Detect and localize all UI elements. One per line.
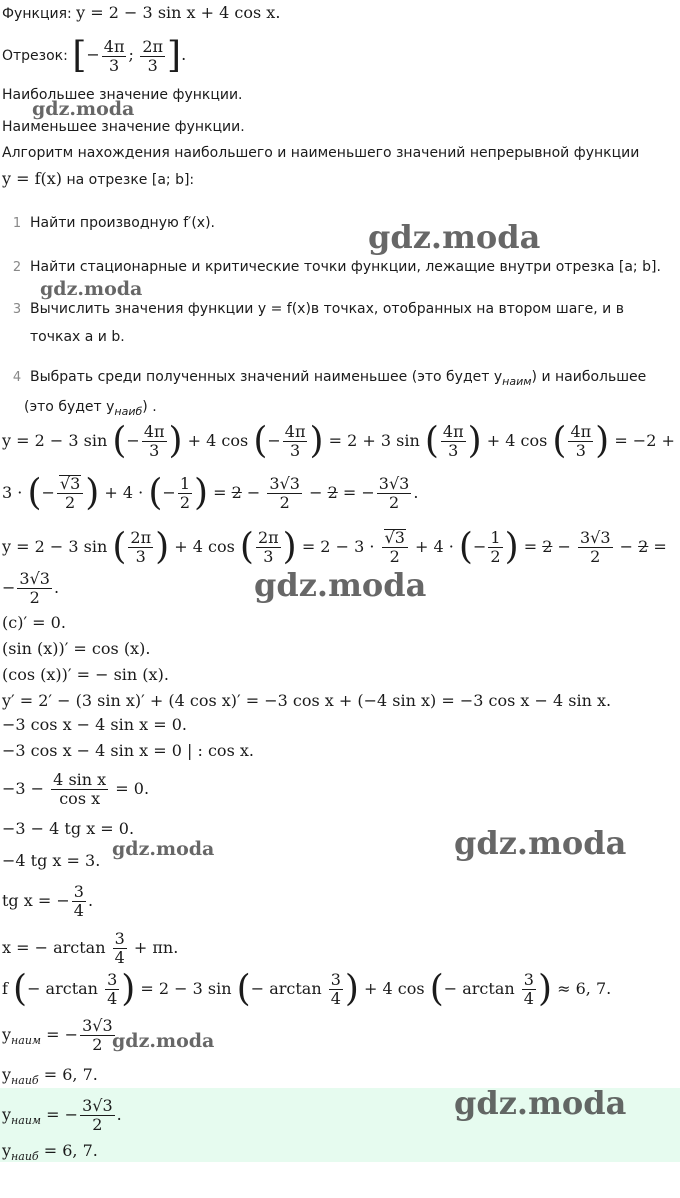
segment-label: Отрезок: bbox=[2, 48, 68, 64]
equation-4: −3 − 4 tg x = 0. bbox=[2, 819, 135, 838]
answer-min: $y_{наим}$ = − $\frac{3√3}{2}$ . bbox=[2, 1096, 122, 1134]
equation-8: f (− arctan $\frac{3}{4}$ ) = 2 − 3 sin (− arctan $\frac{3}{4}$ ) + 4 cos (− arctan $\frac{3}{4}$ ) ≈ 6, 7. bbox=[2, 968, 612, 1010]
equation-3: −3 − $\frac{\text{4 sin x}}{\text{cos x}}$ = 0. bbox=[2, 770, 150, 808]
step-4-cont: (это будет $y_{наиб}$) . bbox=[24, 399, 157, 418]
step-3-cont: точках a и b. bbox=[30, 329, 125, 345]
segment-right: $\frac{2\pi}{3}$ bbox=[142, 36, 164, 75]
function-line bbox=[2, 2, 280, 25]
algorithm-title-2: y = f(x) на отрезке [a; b]: bbox=[2, 169, 195, 188]
equation-2: −3 cos x − 4 sin x = 0 | : cos x. bbox=[2, 741, 254, 760]
step-2: 2 Найти стационарные и критические точки функции, лежащие внутри отрезка [a; b]. bbox=[12, 259, 661, 275]
deriv-y: y′ = 2′ − (3 sin x)′ + (4 cos x)′ = −3 cos x + (−4 sin x) = −3 cos x − 4 sin x. bbox=[2, 691, 612, 710]
algorithm-title: Алгоритм нахождения наибольшего и наименьшего значений непрерывной функции bbox=[2, 145, 640, 161]
segment-left: $\frac{4\pi}{3}$ bbox=[103, 36, 125, 75]
equation-5: −4 tg x = 3. bbox=[2, 851, 101, 870]
equation-7: x = − arctan $\frac{3}{4}$ + πn. bbox=[2, 929, 179, 967]
step-3: 3 Вычислить значения функции y = f(x)в точках, отобранных на втором шаге, и в bbox=[12, 301, 624, 317]
deriv-cos: (cos (x))′ = − sin (x). bbox=[2, 665, 169, 684]
solution-line-3: y = 2 − 3 sin ( $\frac{2\pi}{3}$ ) + 4 cos ( $\frac{2\pi}{3}$ ) = 2 − 3 · $\frac{√3}{2}$ + 4 · (− $\frac{1}{2}$ ) = 2 − $\frac{3√3}{2}$ − 2 = bbox=[2, 526, 667, 568]
solution-line-1: y = 2 − 3 sin (− $\frac{4\pi}{3}$ ) + 4 cos (− $\frac{4\pi}{3}$ ) = 2 + 3 sin ( $\frac{4\pi}{3}$ ) + 4 cos ( $\frac{4\pi}{3}$ ) = −2 + bbox=[2, 420, 675, 462]
deriv-const: (c)′ = 0. bbox=[2, 613, 66, 632]
deriv-sin: (sin (x))′ = cos (x). bbox=[2, 639, 151, 658]
watermark: gdz.moda bbox=[32, 98, 135, 120]
step-4: 4 Выбрать среди полученных значений наименьшее (это будет $y_{наим}$) и наибольшее bbox=[12, 369, 647, 388]
result-max: $y_{наиб} = 6$, 7. bbox=[2, 1065, 98, 1088]
answer-max: $y_{наиб} = 6$, 7. bbox=[2, 1141, 98, 1164]
watermark: gdz.moda bbox=[112, 838, 215, 860]
equation-1: −3 cos x − 4 sin x = 0. bbox=[2, 715, 188, 734]
max-label: Наибольшее значение функции. bbox=[2, 87, 243, 103]
watermark: gdz.moda bbox=[254, 566, 427, 604]
watermark: gdz.moda bbox=[368, 218, 541, 256]
equation-6: tg x = − $\frac{3}{4}$ . bbox=[2, 882, 94, 920]
step-1: 1 Найти производную f′(x). bbox=[12, 215, 215, 231]
function-expr: y = 2 − 3 sin x + 4 cos x. bbox=[76, 3, 281, 22]
min-label: Наименьшее значение функции. bbox=[2, 119, 245, 135]
watermark: gdz.moda bbox=[112, 1030, 215, 1052]
watermark: gdz.moda bbox=[454, 1084, 627, 1122]
solution-line-4: − $\frac{3√3}{2}$ . bbox=[2, 569, 60, 607]
result-min: $y_{наим}$ = − $\frac{3√3}{2}$ bbox=[2, 1016, 113, 1054]
watermark: gdz.moda bbox=[40, 278, 143, 300]
function-label: Функция: bbox=[2, 6, 72, 22]
solution-line-2: 3 · (− $\frac{√3}{2}$ ) + 4 · (− $\frac{1}{2}$ ) = 2 − $\frac{3√3}{2}$ − 2 = − $\frac{3√3}{2}$ . bbox=[2, 472, 419, 514]
segment-line: Отрезок: [− $\frac{4\pi}{3}$ ; $\frac{2\pi}{3}$ ]. bbox=[2, 35, 187, 76]
watermark: gdz.moda bbox=[454, 824, 627, 862]
